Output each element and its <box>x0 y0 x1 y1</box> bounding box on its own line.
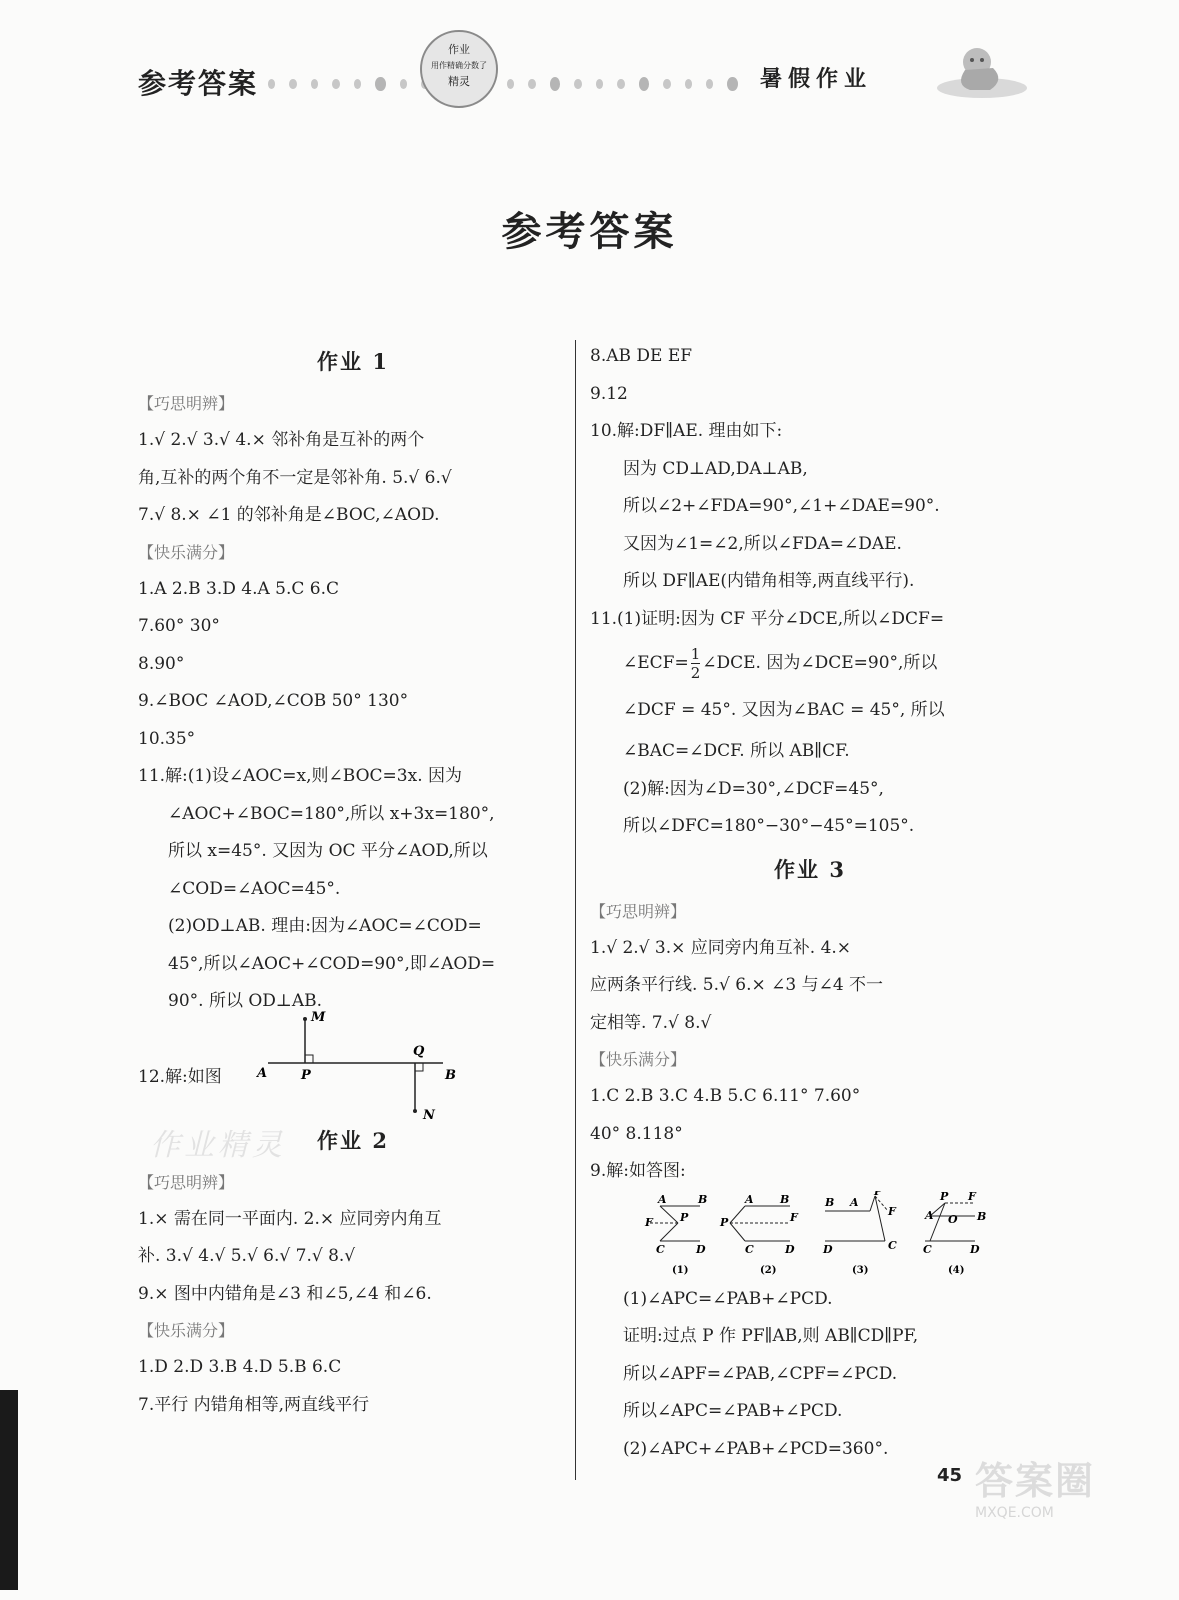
answer-line: 所以∠APF=∠PAB,∠CPF=∠PCD. <box>623 1363 898 1384</box>
answer-line: (1)∠APC=∠PAB+∠PCD. <box>623 1288 833 1309</box>
section-tag: 【快乐满分】 <box>138 1321 235 1340</box>
answer-line: 12.解:如图 <box>138 1066 222 1087</box>
answer-line: 因为 CD⊥AD,DA⊥AB, <box>623 458 808 479</box>
svg-text:P: P <box>680 1210 689 1224</box>
figure-9 <box>590 1191 1030 1281</box>
stamp-line-2: 用作精确分数了 <box>431 61 487 70</box>
answer-line: (2)∠APC+∠PAB+∠PCD=360°. <box>623 1438 889 1459</box>
svg-text:B: B <box>780 1192 790 1206</box>
section-tag: 【巧思明辨】 <box>590 901 687 921</box>
answer-line: 应两条平行线. 5.√ 6.× ∠3 与∠4 不一 <box>590 975 884 995</box>
section-tag: 【快乐满分】 <box>590 1050 687 1069</box>
right-column <box>590 338 1030 1468</box>
answer-line: 45°,所以∠AOC+∠COD=90°,即∠AOD= <box>168 953 496 974</box>
figure-caption: (3) <box>852 1264 869 1276</box>
svg-text:A: A <box>850 1195 859 1209</box>
svg-text:F: F <box>968 1190 976 1203</box>
fraction-prefix: ∠ECF= <box>623 653 689 673</box>
answer-line: 所以 x=45°. 又因为 OC 平分∠AOD,所以 <box>168 841 488 861</box>
fraction-half <box>691 645 701 682</box>
answer-line: 1.A 2.B 3.D 4.A 5.C 6.C <box>138 578 340 599</box>
watermark-url: MXQE.COM <box>975 1505 1054 1521</box>
header-dot-divider <box>268 78 738 90</box>
answer-line: 40° 8.118° <box>590 1123 683 1144</box>
point-label-A: A <box>257 1065 268 1081</box>
svg-text:B: B <box>698 1192 708 1206</box>
svg-text:F: F <box>888 1204 896 1218</box>
section-title-1: 作业 1 <box>317 349 389 374</box>
answer-line: 10.35° <box>138 728 196 749</box>
watermark-logo-text: 答案圈 <box>975 1459 1096 1503</box>
answer-line: ∠BAC=∠DCF. 所以 AB∥CF. <box>623 741 850 761</box>
svg-text:A: A <box>745 1192 754 1206</box>
figure-12 <box>138 1010 568 1121</box>
answer-line: 1.D 2.D 3.B 4.D 5.B 6.C <box>138 1357 342 1377</box>
answer-line: 90°. 所以 OD⊥AB. <box>168 991 323 1011</box>
answer-line: 1.C 2.B 3.C 4.B 5.C 6.11° 7.60° <box>590 1086 861 1106</box>
figure-caption: (4) <box>948 1264 965 1276</box>
section-tag: 【巧思明辨】 <box>138 394 235 413</box>
answer-line: 所以 DF∥AE(内错角相等,两直线平行). <box>623 571 915 591</box>
stamp-line-1: 作业 <box>448 43 470 56</box>
answer-line: 1.√ 2.√ 3.√ 4.× 邻补角是互补的两个 <box>138 430 425 450</box>
watermark-text: 作业精灵 <box>150 1128 286 1163</box>
svg-text:F: F <box>645 1215 653 1229</box>
answer-line: ∠COD=∠AOC=45°. <box>168 878 341 899</box>
answer-line: 1.× 需在同一平面内. 2.× 应同旁内角互 <box>138 1208 442 1229</box>
svg-text:D: D <box>696 1242 706 1256</box>
svg-text:P: P <box>720 1215 729 1229</box>
section-tag: 【巧思明辨】 <box>138 1172 235 1192</box>
point-label-P: P <box>301 1067 311 1083</box>
stamp-line-3: 精灵 <box>448 75 470 88</box>
answer-line: 角,互补的两个角不一定是邻补角. 5.√ 6.√ <box>138 467 452 488</box>
answer-line: 8.AB DE EF <box>590 346 693 366</box>
answer-line-fraction <box>590 638 1030 688</box>
answer-line: (2)解:因为∠D=30°,∠DCF=45°, <box>623 778 884 799</box>
fraction-numerator: 1 <box>690 645 701 663</box>
answer-line: 11.解:(1)设∠AOC=x,则∠BOC=3x. 因为 <box>138 766 462 786</box>
figure-caption: (1) <box>672 1264 689 1276</box>
fraction-denominator: 2 <box>690 664 701 682</box>
answer-line: 1.√ 2.√ 3.× 应同旁内角互补. 4.× <box>590 937 852 958</box>
point-label-N: N <box>423 1107 435 1121</box>
point-label-Q: Q <box>413 1043 425 1059</box>
svg-text:D: D <box>785 1242 795 1256</box>
answer-line: 7.√ 8.× ∠1 的邻补角是∠BOC,∠AOD. <box>138 505 440 525</box>
left-column <box>138 338 568 1424</box>
svg-text:D: D <box>823 1242 833 1256</box>
svg-text:B: B <box>977 1209 987 1223</box>
svg-text:F: F <box>790 1210 798 1224</box>
parallel-lines-diagram <box>590 1191 990 1281</box>
brand-title: 暑假作业 <box>760 67 873 92</box>
svg-text:P: P <box>874 1190 883 1198</box>
answer-line: 所以∠APC=∠PAB+∠PCD. <box>623 1401 843 1421</box>
page-number: 45 <box>937 1465 963 1486</box>
svg-text:C: C <box>656 1242 665 1256</box>
page-title: 参考答案 <box>501 208 678 255</box>
svg-text:C: C <box>888 1238 897 1252</box>
answer-line: 10.解:DF∥AE. 理由如下: <box>590 421 783 441</box>
fraction-suffix: ∠DCE. 因为∠DCE=90°,所以 <box>702 653 938 673</box>
figure-caption: (2) <box>760 1264 777 1276</box>
svg-text:C: C <box>923 1242 932 1256</box>
page-header <box>0 40 1179 110</box>
answer-line: 又因为∠1=∠2,所以∠FDA=∠DAE. <box>623 533 902 554</box>
answer-line: ∠DCF = 45°. 又因为∠BAC = 45°, 所以 <box>623 700 945 720</box>
scan-edge-shadow <box>0 1390 18 1590</box>
logo-stamp <box>420 30 498 108</box>
section-title-2: 作业 2 <box>317 1127 389 1153</box>
answer-line: 证明:过点 P 作 PF∥AB,则 AB∥CD∥PF, <box>623 1326 919 1346</box>
answer-line: 9.12 <box>590 383 628 404</box>
svg-text:O: O <box>948 1212 958 1226</box>
mascot-icon <box>935 40 1030 102</box>
header-title: 参考答案 <box>138 67 259 100</box>
answer-line: 8.90° <box>138 653 185 674</box>
svg-text:C: C <box>745 1242 754 1256</box>
svg-text:A: A <box>658 1192 667 1206</box>
answer-line: 所以∠2+∠FDA=90°,∠1+∠DAE=90°. <box>623 496 940 516</box>
svg-text:D: D <box>970 1242 980 1256</box>
perpendicular-diagram <box>253 1011 463 1121</box>
svg-text:A: A <box>925 1208 934 1222</box>
answer-line: 所以∠DFC=180°−30°−45°=105°. <box>623 816 915 836</box>
footer-watermark <box>975 1450 1155 1560</box>
answer-line: 9.× 图中内错角是∠3 和∠5,∠4 和∠6. <box>138 1283 432 1304</box>
point-label-M: M <box>311 1010 326 1025</box>
answer-line: ∠AOC+∠BOC=180°,所以 x+3x=180°, <box>168 803 495 824</box>
answer-line: 7.60° 30° <box>138 616 220 636</box>
section-tag: 【快乐满分】 <box>138 542 235 562</box>
answer-line: 补. 3.√ 4.√ 5.√ 6.√ 7.√ 8.√ <box>138 1246 356 1266</box>
answer-line: 定相等. 7.√ 8.√ <box>590 1012 712 1033</box>
answer-line: 7.平行 内错角相等,两直线平行 <box>138 1394 370 1415</box>
answer-line: (2)OD⊥AB. 理由:因为∠AOC=∠COD= <box>168 916 482 936</box>
answer-line: 9.解:如答图: <box>590 1161 686 1181</box>
column-divider <box>575 340 576 1480</box>
section-title-3: 作业 3 <box>774 856 846 882</box>
point-label-B: B <box>445 1067 456 1083</box>
answer-line: 9.∠BOC ∠AOD,∠COB 50° 130° <box>138 691 409 711</box>
svg-text:P: P <box>940 1190 949 1203</box>
answer-line: 11.(1)证明:因为 CF 平分∠DCE,所以∠DCF= <box>590 608 945 629</box>
svg-text:B: B <box>825 1195 835 1209</box>
